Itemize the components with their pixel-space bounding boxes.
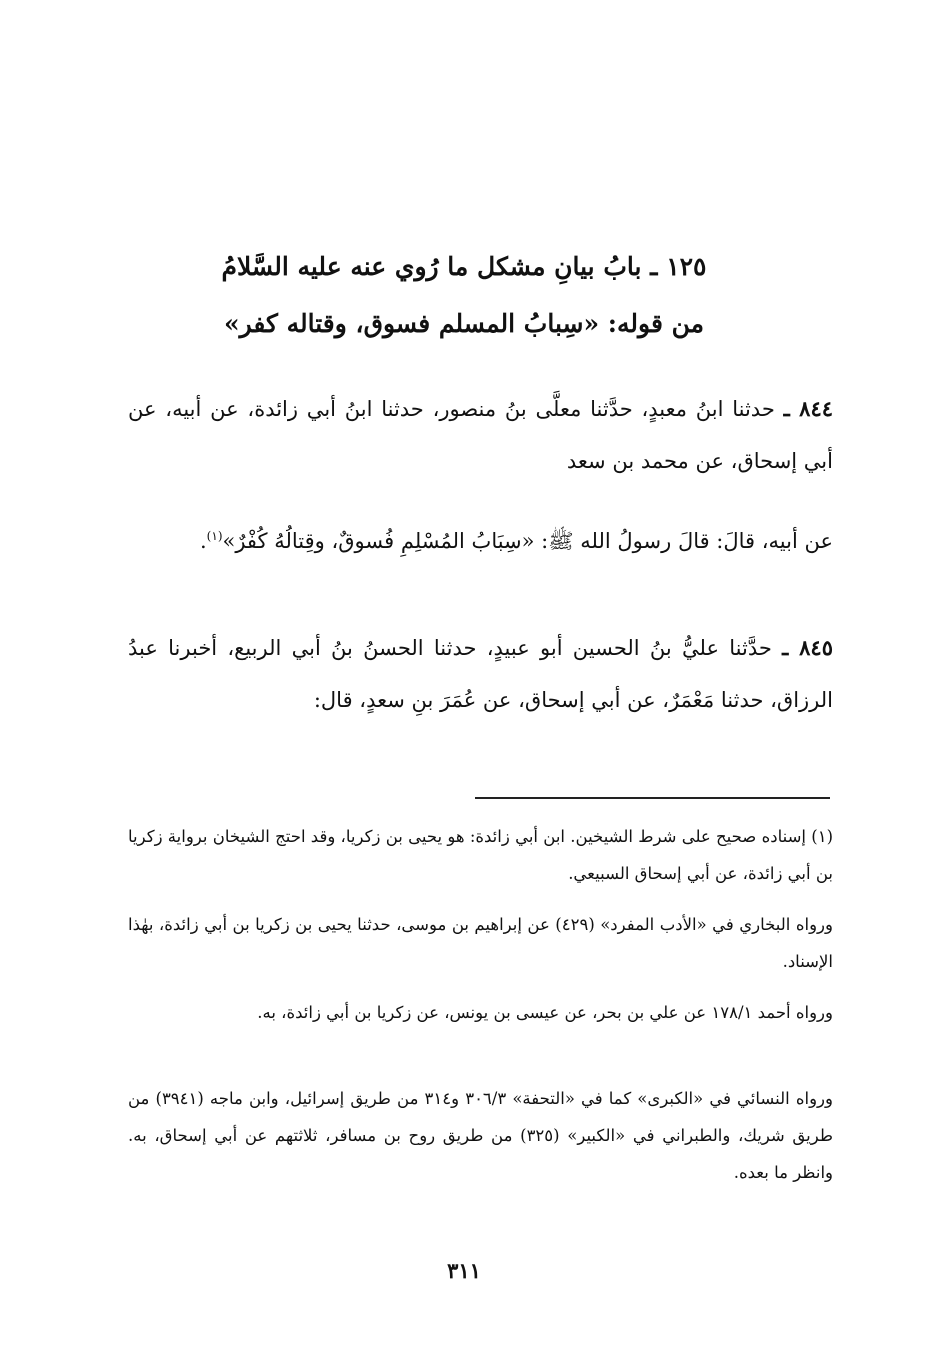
footnote-separator	[475, 797, 830, 799]
hadith-844-text	[128, 510, 833, 567]
hadith-844-number: ٨٤٤ ـ	[783, 396, 834, 421]
hadith-844-matn: عن أبيه، قالَ: قالَ رسولُ الله ﷺ: «سِبَابُ المُسْلِمِ فُسوقٌ، وقِتالُهُ كُفْرٌ»	[222, 529, 833, 553]
hadith-844-end: .	[199, 529, 207, 553]
hadith-845-text: حدَّثنا عليُّ بنُ الحسين أبو عبيدٍ، حدثنا الحسنُ بنُ أبي الربيع، أخبرنا عبدُ الرزاق، حدثنا مَعْمَرٌ، عن أبي إسحاق، عن عُمَرَ بنِ سعدٍ، قال:	[128, 636, 833, 712]
chapter-title: ١٢٥ ـ بابُ بيانِ مشكل ما رُوي عنه عليه السَّلامُ	[221, 252, 707, 281]
footnote-ahmad: ورواه أحمد ١٧٨/١ عن علي بن بحر، عن عيسى بن يونس، عن زكريا بن أبي زائدة، به.	[257, 1003, 833, 1022]
footnote-1: (١) إسناده صحيح على شرط الشيخين. ابن أبي زائدة: هو يحيى بن زكريا، وقد احتج الشيخان برواية زكريا بن أبي زائدة، عن أبي إسحاق السبيعي.	[128, 827, 833, 883]
footnote-bukhari: ورواه البخاري في «الأدب المفرد» (٤٢٩) عن إبراهيم بن موسى، حدثنا يحيى بن زكريا بن أبي زائدة، بهٰذا الإسناد.	[128, 915, 833, 971]
footnote-nasai: ورواه النسائي في «الكبرى» كما في «التحفة» ٣٠٦/٣ و٣١٤ من طريق إسرائيل، وابن ماجه (٣٩٤١) من طريق شريك، والطبراني في «الكبير» (٣٢٥) من طريق روح بن مسافر، ثلاثتهم عن أبي إسحاق، به. وانظر ما بعده.	[128, 1089, 834, 1182]
hadith-844-chain-text: حدثنا ابنُ معبدٍ، حدَّثنا معلَّى بنُ منصور، حدثنا ابنُ أبي زائدة، عن أبيه، عن أبي إسحاق، عن محمد بن سعد	[128, 397, 833, 473]
hadith-844-chain	[128, 383, 833, 487]
hadith-845-number: ٨٤٥ ـ	[782, 635, 833, 660]
footnote-ref: (١)	[206, 529, 223, 543]
chapter-subtitle: من قوله: «سِبابُ المسلم فسوق، وقتاله كفر»	[223, 309, 705, 338]
page-number: ٣١١	[447, 1258, 481, 1283]
hadith-845	[128, 622, 833, 726]
